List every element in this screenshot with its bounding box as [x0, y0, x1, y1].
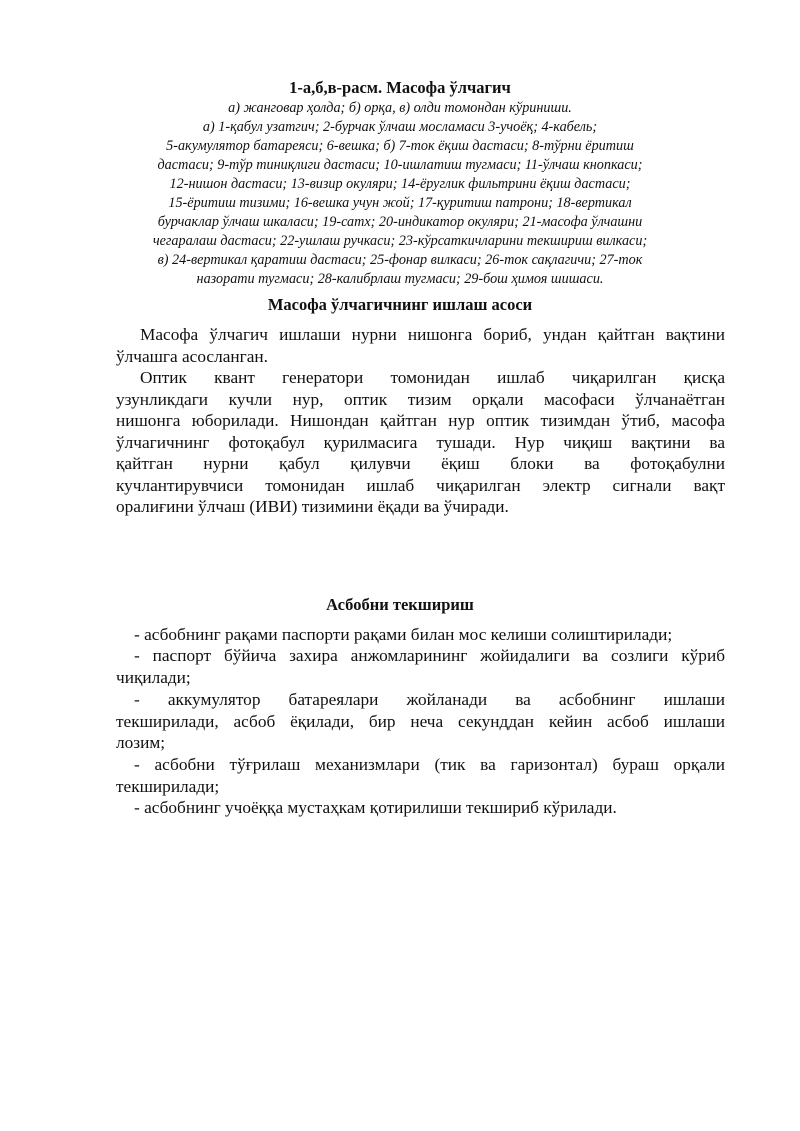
figure-caption-line: 5-акумулятор батареяси; 6-вешка; б) 7-ток ёқиш дастаси; 8-тўрни ёритиш [166, 138, 634, 154]
paragraph-line: узунликдаги кучли нур, оптик тизим орқали масофаси ўлчанаётган [116, 389, 725, 409]
figure-caption-line: бурчаклар ўлчаш шкаласи; 19-сатх; 20-индикатор окуляри; 21-масофа ўлчашни [157, 214, 643, 230]
figure-caption-line: 12-нишон дастаси; 13-визир окуляри; 14-ёруглик фильтрини ёқиш дастаси; [169, 176, 631, 192]
figure-caption-line: в) 24-вертикал қаратиш дастаси; 25-фонар вилкаси; 26-ток сақлагичи; 27-ток [157, 252, 643, 268]
figure-caption-line: а) 1-қабул узатгич; 2-бурчак ўлчаш мосламаси 3-учоёқ; 4-кабель; [202, 119, 598, 135]
paragraph-line: Оптик квант генератори томонидан ишлаб чиқарилган қисқа [140, 368, 725, 387]
paragraph-line: Масофа ўлчагич ишлаши нурни нишонга бориб, ундан қайтган вақтини [140, 325, 725, 344]
section-heading-operating-principle: Масофа ўлчагичнинг ишлаш асоси [267, 295, 533, 314]
check-list-item [116, 689, 725, 754]
figure-caption-line: назорати тугмаси; 28-калибрлаш тугмаси; 29-бош ҳимоя шишаси. [196, 271, 604, 287]
section-heading-device-check: Асбобни текшириш [326, 595, 474, 614]
paragraph-line: қайтган нурни қабул қилувчи ёқиш блоки ва фотоқабулни [116, 454, 725, 473]
figure-caption-line: 15-ёритиш тизими; 16-вешка учун жой; 17-қуритиш патрони; 18-вертикал [168, 195, 632, 211]
paragraph-line: оралиғини ўлчаш (ИВИ) тизимини ёқади ва ўчиради. [116, 497, 509, 516]
paragraph-principle-2 [116, 367, 725, 518]
paragraph-principle-1 [116, 324, 725, 367]
list-item-line: - асбобнинг учоёққа мустаҳкам қотирилиши текшириб кўрилади. [134, 798, 617, 817]
paragraph-line: ўлчагичнинг фотоқабул қурилмасига тушади. Нур чиқиш вақтини ва [116, 432, 725, 452]
list-item-line: - асбобни тўғрилаш механизмлари (тик ва гаризонтал) бураш орқали [134, 755, 725, 774]
figure-caption-line: чегаралаш дастаси; 22-ушлаш ручкаси; 23-кўрсаткичларини текшириш вилкаси; [152, 233, 648, 249]
list-item-line: - асбобнинг рақами паспорти рақами билан мос келиши солиштирилади; [134, 625, 673, 644]
list-item-line: чиқилади; [116, 667, 191, 687]
check-list-item [116, 645, 725, 688]
figure-caption-line: дастаси; 9-тўр тиниқлиги дастаси; 10-ишлатиш тугмаси; 11-ўлчаш кнопкаси; [157, 157, 643, 173]
check-list-item [116, 624, 725, 646]
figure-title: 1-а,б,в-расм. Масофа ўлчагич [289, 78, 511, 97]
check-list-item [116, 754, 725, 797]
paragraph-line: ўлчашга асосланган. [116, 346, 268, 366]
paragraph-line: кучлантирувчиси томонидан ишлаб чиқарилган электр сигнали вақт [116, 475, 725, 495]
list-item-line: текширилади, асбоб ёқилади, бир неча секунддан кейин асбоб ишлаши [116, 711, 725, 731]
list-item-line: - аккумулятор батареялари жойланади ва асбобнинг ишлаши [134, 690, 725, 709]
list-item-line: текширилади; [116, 776, 220, 796]
paragraph-line: нишонга юборилади. Нишондан қайтган нур оптик тизимдан ўтиб, масофа [116, 411, 725, 430]
figure-caption-line: а) жанговар ҳолда; б) орқа, в) олди томондан кўриниши. [228, 100, 572, 116]
check-list-item [116, 797, 725, 819]
list-item-line: - паспорт бўйича захира анжомларининг жойидалиги ва созлиги кўриб [134, 646, 725, 665]
list-item-line: лозим; [116, 733, 166, 752]
